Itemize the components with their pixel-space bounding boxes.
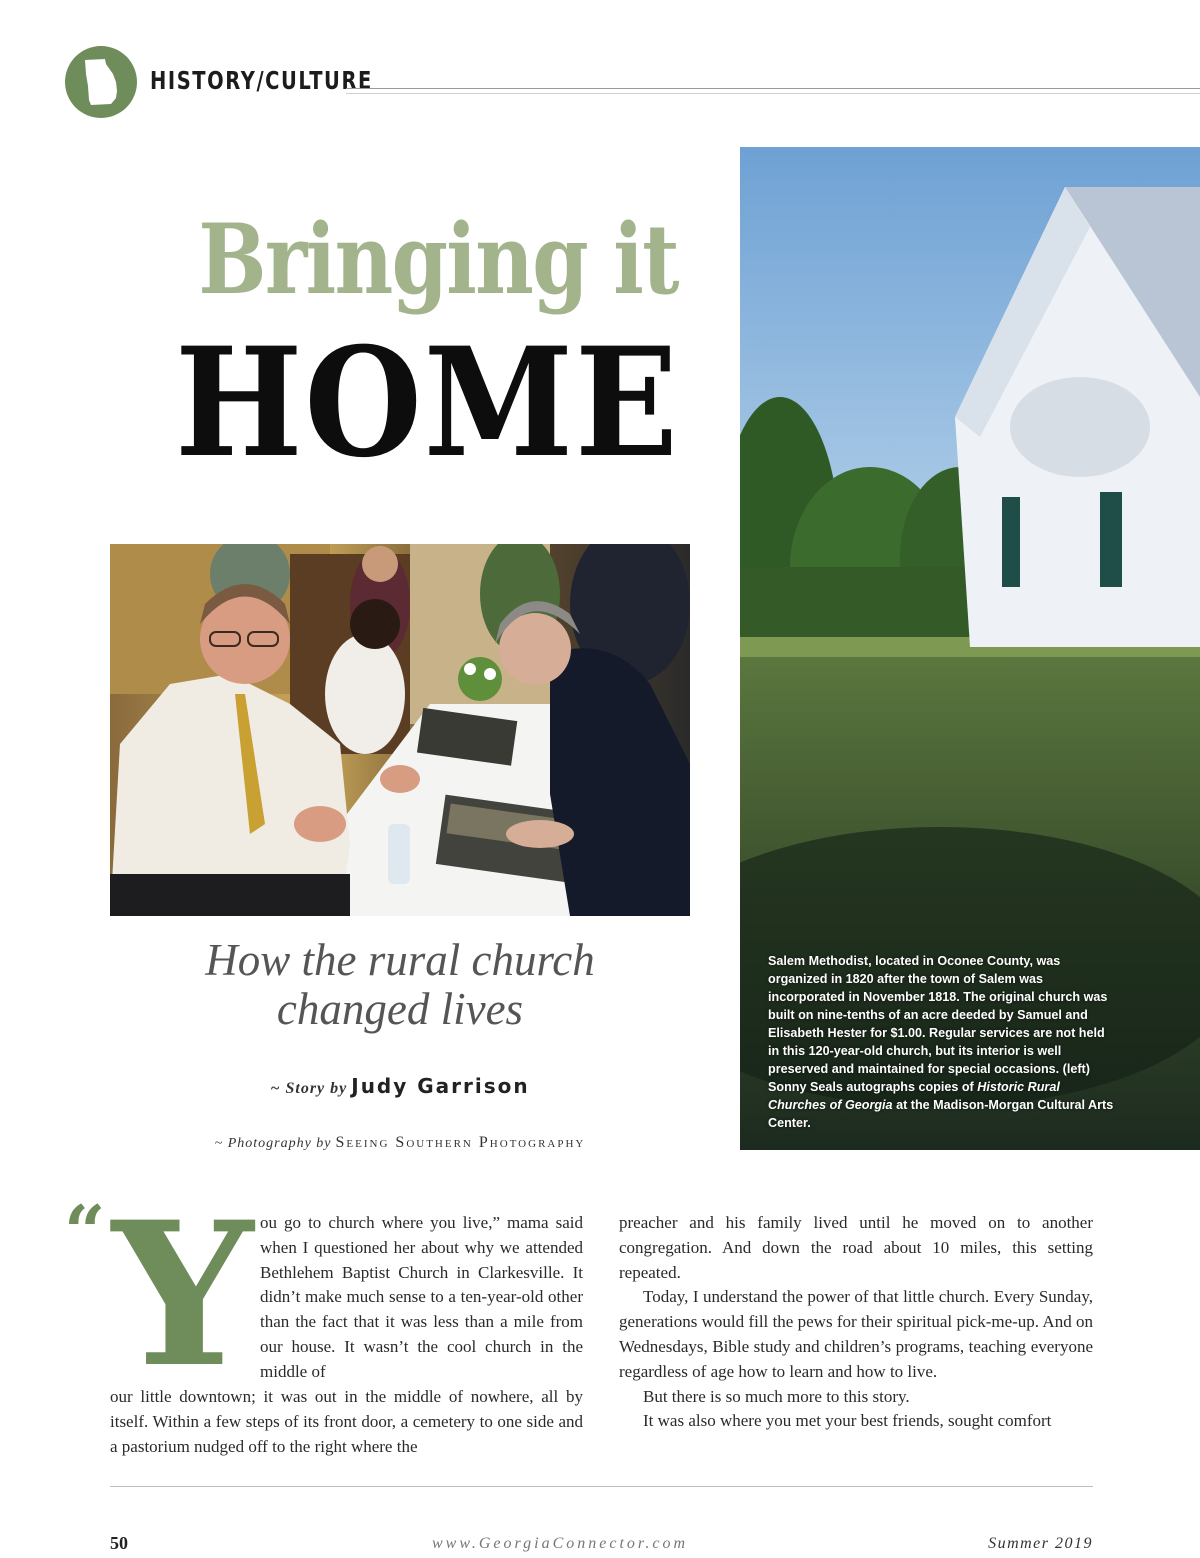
photo-byline [110, 1134, 690, 1152]
body-paragraph: But there is so much more to this story. [643, 1386, 910, 1406]
website-url: www.GeorgiaConnector.com [432, 1535, 688, 1552]
body-paragraph: It was also where you met your best friends, sought comfort [643, 1411, 1052, 1431]
body-column-1-top [260, 1211, 583, 1385]
body-paragraph: Today, I understand the power of that little church. Every Sunday, generations would fill the pews for their spiritual pick-me-up. And on Wednesdays, Bible study and children’s programs, teaching everyone regardless of age how to learn and how to live. [619, 1287, 1093, 1381]
drop-cap: Y [112, 1178, 254, 1411]
book-title: Historic Rural Churches of Georgia [768, 1080, 1060, 1112]
issue-date: Summer 2019 [988, 1535, 1093, 1552]
page-number: 50 [110, 1533, 128, 1553]
body-paragraph: our little downtown; it was out in the middle of nowhere, all by itself. Within a few steps of its front door, a cemetery to one side and a pastorium nudged off to the right where the [110, 1387, 583, 1456]
photo-caption: Salem Methodist, located in Oconee County, was organized in 1820 after the town of Salem was incorporated in November 1818. The original church was built on nine-tenths of an acre deeded by Samuel and Elisabeth Hester for $1.00. Regular services are not held in this 120-year-old church, but its interior is well preserved and maintained for special occasions. (left) Sonny Seals autographs copies of Historic Rural Churches of Georgia at the Madison-Morgan Cultural Arts Center. [768, 954, 1114, 1130]
open-quote-mark: “ [64, 1189, 106, 1274]
headline-line-2: HOME [175, 315, 680, 491]
story-byline-prefix: ~ Story by [270, 1080, 348, 1097]
body-paragraph: ou go to church where you live,” mama said when I questioned her about why we attended Bethlehem Baptist Church in Clarkesville. It didn’t make much sense to a ten-year-old other than the fact that it was less than a mile from our house. It wasn’t the cool church in the middle of [260, 1213, 583, 1381]
georgia-state-icon [65, 46, 137, 118]
photographer-name: Seeing Southern Photography [335, 1134, 586, 1151]
story-byline [150, 1074, 650, 1098]
body-paragraph: preacher and his family lived until he moved on to another congregation. And down the road about 10 miles, this setting repeated. [619, 1213, 1093, 1282]
subtitle-line-1: How the rural church [205, 935, 595, 985]
body-column-2 [619, 1211, 1093, 1434]
book-signing-photo [110, 544, 690, 916]
body-column-1-bottom [110, 1385, 583, 1459]
author-name: Judy Garrison [351, 1074, 530, 1098]
photo-byline-prefix: ~ Photography by [214, 1136, 332, 1151]
header-rule [346, 88, 1200, 89]
headline-line-1: Bringing it [198, 203, 678, 316]
footer-rule [110, 1486, 1093, 1487]
header-rule-secondary [346, 93, 1200, 94]
subtitle-line-2: changed lives [276, 984, 524, 1034]
subtitle [150, 936, 650, 1034]
section-label: HISTORY/CULTURE [150, 66, 373, 95]
